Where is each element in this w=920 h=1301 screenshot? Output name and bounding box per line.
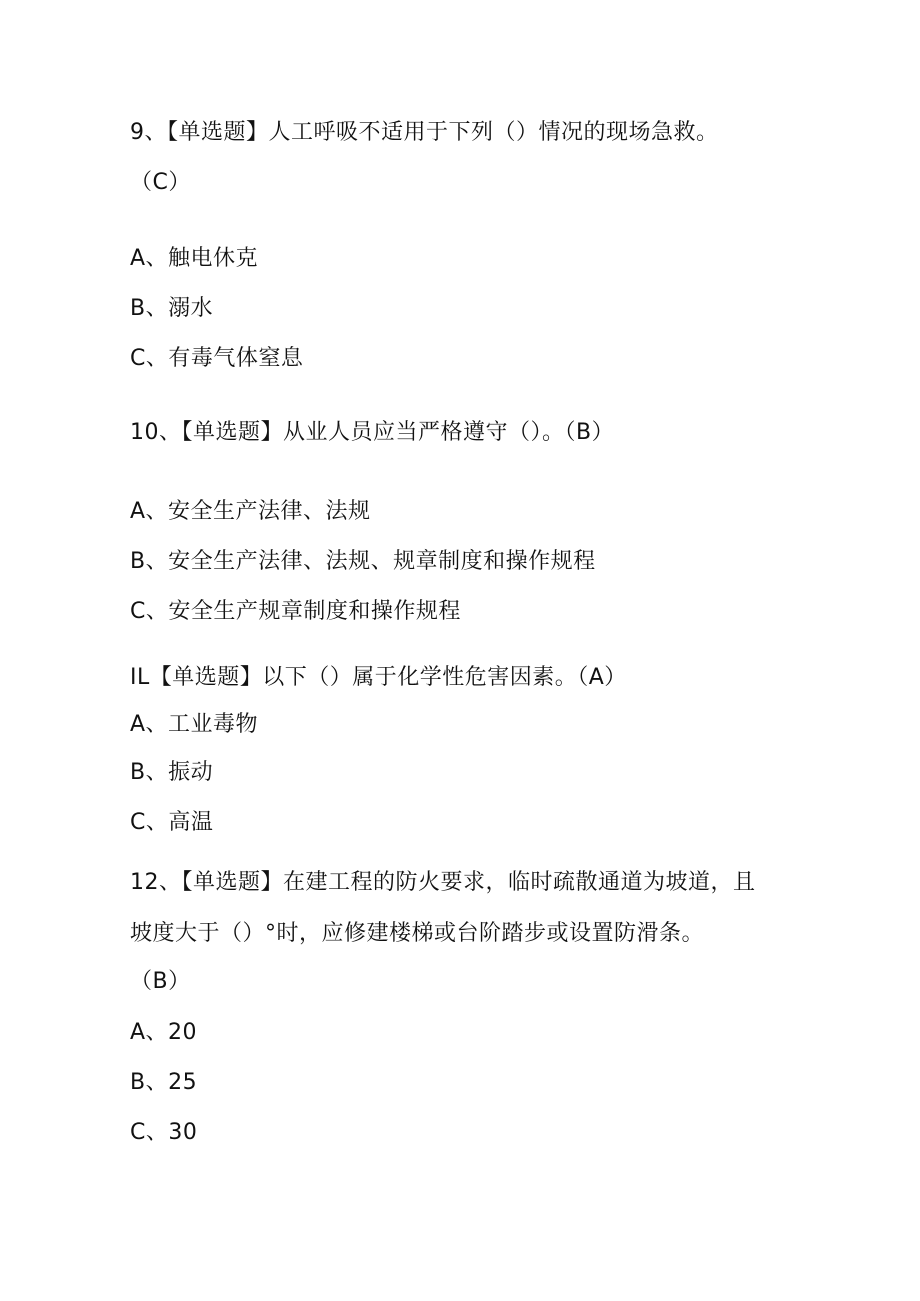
question-12-stem-line-2: 坡度大于（）°时，应修建楼梯或台阶踏步或设置防滑条。 [130, 921, 705, 946]
question-12-option-c: C、30 [130, 1120, 198, 1145]
question-11-stem: IL【单选题】以下（）属于化学性危害因素。（A） [130, 665, 627, 690]
question-12-stem-line-1: 12、【单选题】在建工程的防火要求，临时疏散通道为坡道，且 [130, 870, 756, 895]
question-9-option-b: B、溺水 [130, 296, 214, 321]
question-10-option-a: A、安全生产法律、法规 [130, 499, 371, 524]
question-9-stem-line-1: 9、【单选题】人工呼吸不适用于下列（）情况的现场急救。 [130, 120, 719, 145]
question-12-option-a: A、20 [130, 1020, 198, 1045]
question-11-option-b: B、振动 [130, 760, 214, 785]
question-11-option-a: A、工业毒物 [130, 712, 259, 737]
question-9-option-a: A、触电休克 [130, 246, 259, 271]
question-10-stem: 10、【单选题】从业人员应当严格遵守（）。（B） [130, 420, 615, 445]
question-9-answer: （C） [130, 170, 191, 195]
question-9-option-c: C、有毒气体窒息 [130, 346, 304, 371]
question-12-answer: （B） [130, 969, 191, 994]
question-11-option-c: C、高温 [130, 810, 214, 835]
question-12-option-b: B、25 [130, 1070, 198, 1095]
question-10-option-b: B、安全生产法律、法规、规章制度和操作规程 [130, 549, 596, 574]
question-10-option-c: C、安全生产规章制度和操作规程 [130, 599, 461, 624]
